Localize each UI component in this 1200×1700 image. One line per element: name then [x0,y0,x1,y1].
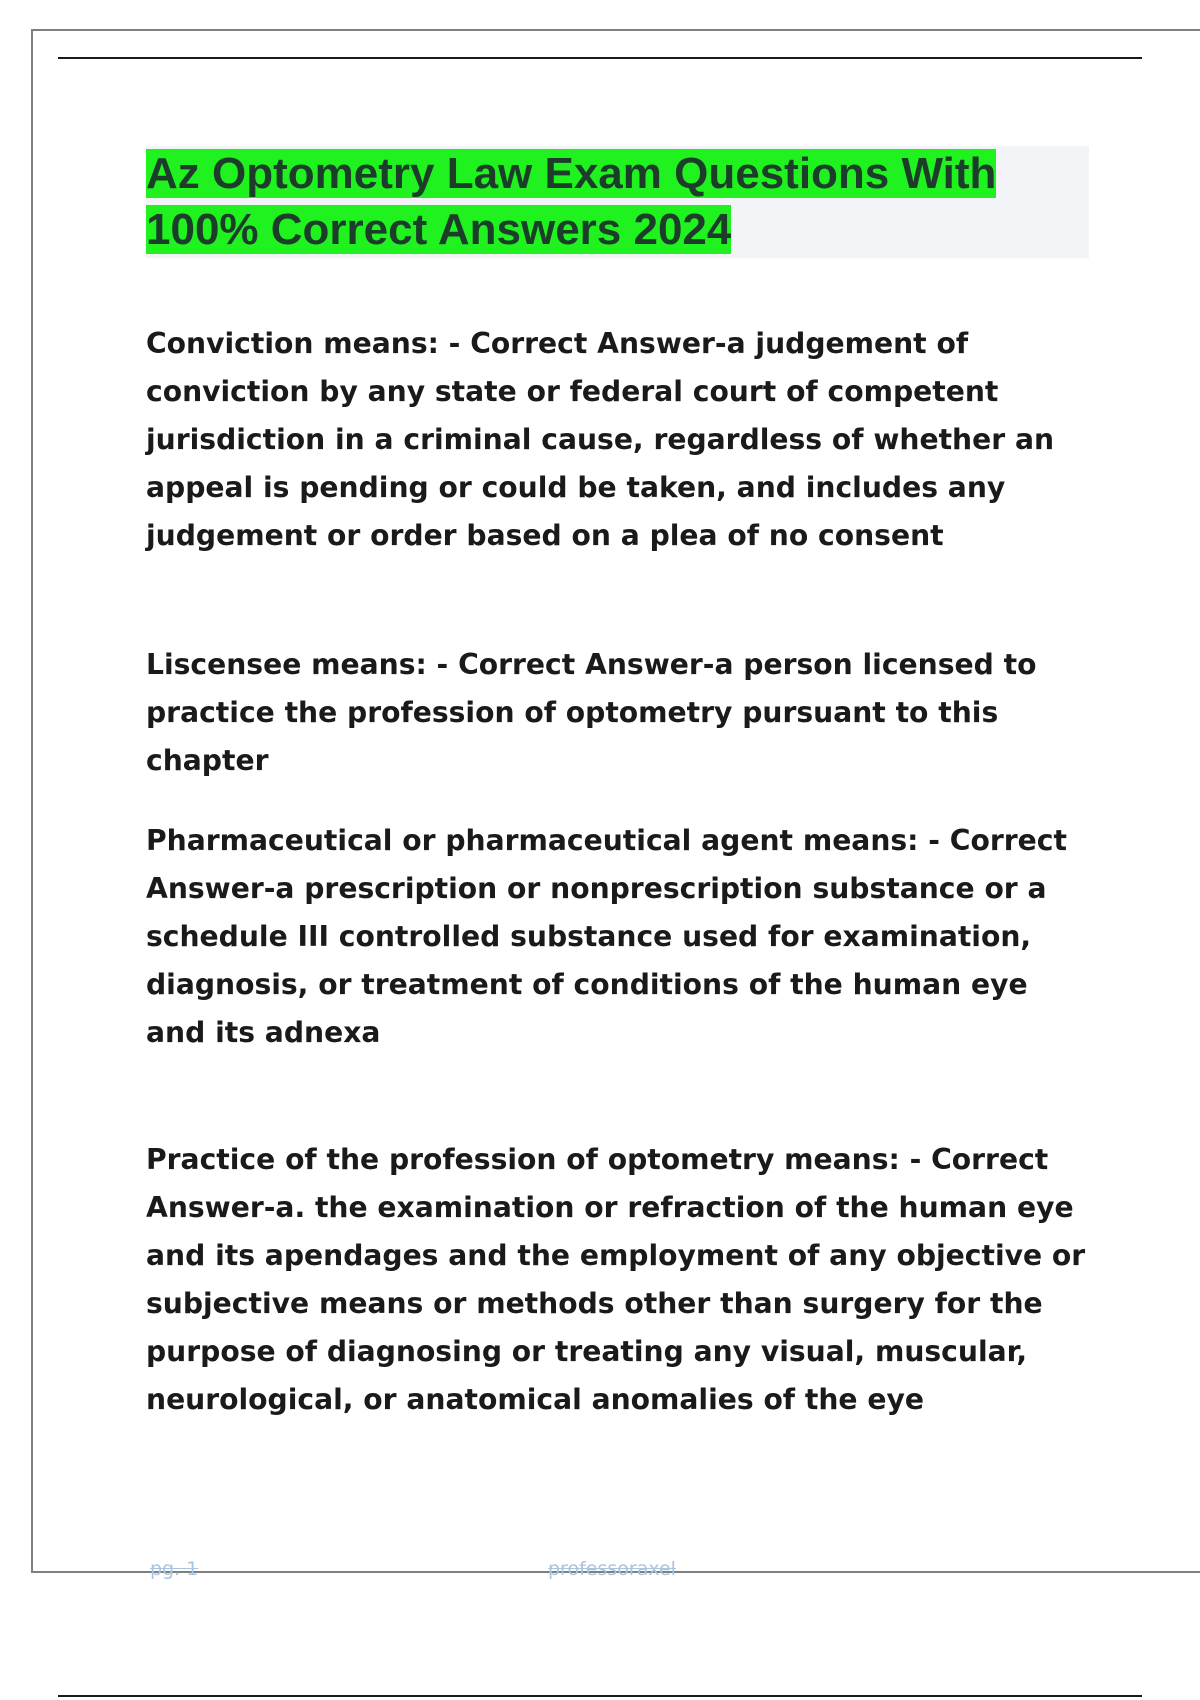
document-title [146,146,1089,258]
footer-author: professoraxel [548,1558,676,1580]
entry-practice-of-optometry: Practice of the profession of optometry means: - Correct Answer-a. the examination or refraction of the human eye and its apendages and the employment of any objective or subjective means or methods other than surgery for the purpose of diagnosing or treating any visual, muscular, neurological, or anatomical anomalies of the eye [146,1143,1086,1416]
entry-conviction: Conviction means: - Correct Answer-a judgement of conviction by any state or federal court of competent jurisdiction in a criminal cause, regardless of whether an appeal is pending or could be taken, and includes any judgement or order based on a plea of no consent [146,327,1055,552]
entry-licensee: Liscensee means: - Correct Answer-a person licensed to practice the profession of optometry pursuant to this chapter [146,648,1037,777]
page-number: pg. 1 [150,1558,199,1580]
title-highlight: Az Optometry Law Exam Questions With 100% Correct Answers 2024 [146,149,997,254]
title-block [146,146,1089,258]
entry-pharmaceutical: Pharmaceutical or pharmaceutical agent means: - Correct Answer-a prescription or nonprescription substance or a schedule III controlled substance used for examination, diagnosis, or treatment of conditions of the human eye and its adnexa [146,824,1067,1049]
bottom-rule [58,1695,1142,1697]
